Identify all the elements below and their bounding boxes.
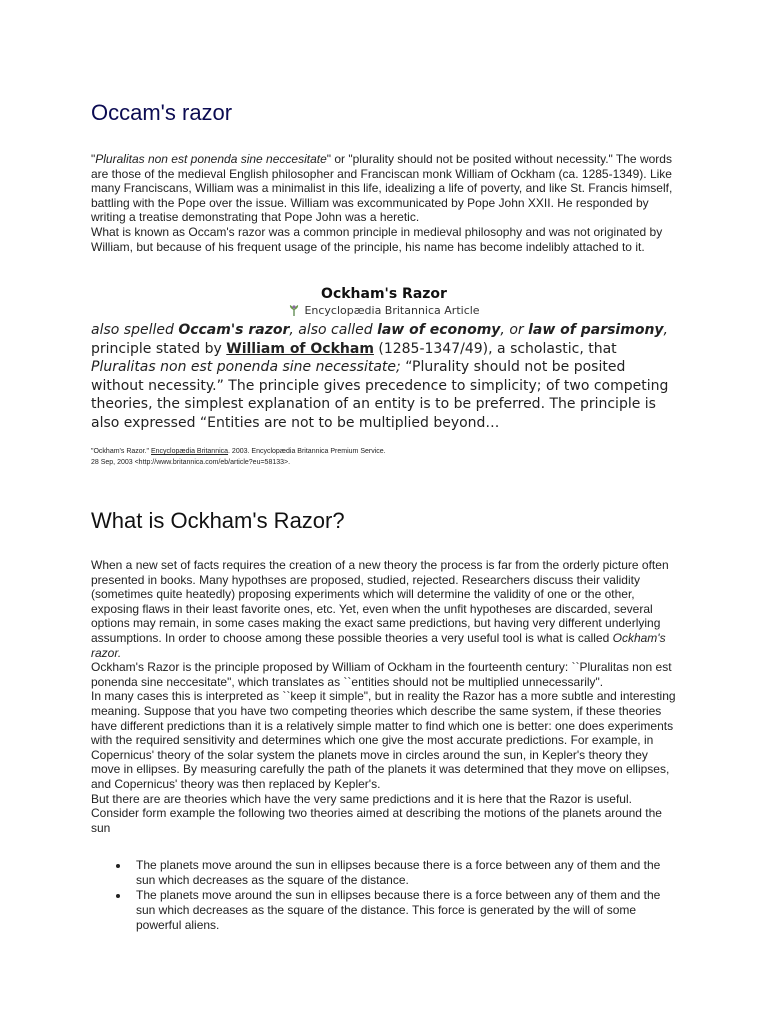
article-text: also spelled: [91, 322, 179, 338]
body-italic: Ockham's razor.: [91, 630, 666, 660]
list-item: [91, 888, 677, 933]
britannica-source: [91, 304, 677, 317]
list-item: [91, 858, 677, 888]
body-paragraph-2: Ockham's Razor is the principle proposed by William of Ockham in the fourteenth century: ``Pluralitas non est ponenda sine neccesitate", which translates as ``entities should not be multiplied unnecessarily".: [91, 660, 672, 689]
britannica-article: [91, 321, 681, 433]
britannica-source-label: Encyclopædia Britannica Article: [304, 304, 480, 317]
william-of-ockham-link[interactable]: William of Ockham: [226, 340, 374, 357]
body-paragraph-3: In many cases this is interpreted as ``keep it simple", but in reality the Razor has a more subtle and interesting meaning. Suppose that you have two competing theories which describe the same system, if these theories have different predictions than it is a relatively simple matter to find which one is better: one does experiments with the required sensitivity and determines which one give the most accurate predictions. For example, in Copernicus' theory of the solar system the planets move in circles around the sun, in Kepler's theory they move in ellipses. By measuring carefully the path of the planets it was determined that they move on ellipses, and Copernicus' theory was then replaced by Kepler's.: [91, 689, 676, 791]
citation: [91, 446, 651, 468]
list-item-text: The planets move around the sun in ellipses because there is a force between any of them and the sun which decreases as the square of the distance.: [136, 858, 661, 887]
bullet-icon: [116, 864, 120, 868]
theory-list: [91, 858, 677, 933]
article-text: , also called: [289, 322, 378, 338]
citation-text: . 2003. Encyclopædia Britannica Premium Service.: [228, 448, 386, 455]
body-paragraph-1: [91, 558, 677, 660]
article-text: “Plurality should not be posited without necessity.” The principle gives precedence to simplicity; of two competing theories, the simplest explanation of an entity is to be preferred. The principle is also expressed “Entities are not to be multiplied beyond…: [91, 359, 669, 431]
list-item-text: The planets move around the sun in ellipses because there is a force between any of them and the sun which decreases as the square of the distance. This force is generated by the will of some powerful aliens.: [136, 888, 661, 932]
term-law-of-parsimony: law of parsimony: [528, 322, 664, 338]
latin-quote: Pluralitas non est ponenda sine neccesitate: [95, 152, 327, 166]
thistle-icon: [288, 304, 300, 316]
latin-phrase: Pluralitas non est ponenda sine necessitate;: [91, 359, 401, 376]
bullet-icon: [116, 894, 120, 898]
citation-url: 28 Sep, 2003 <http://www.britannica.com/eb/article?eu=58133>.: [91, 459, 291, 466]
intro-section: [91, 152, 677, 254]
intro-text: " or "plurality should not be posited without necessity." The words are those of the medieval English philosopher and Franciscan monk William of Ockham (ca. 1285-1349). Like many Franciscans, William was a minimalist in this life, idealizing a life of poverty, and like St. Francis himself, battling with the Pope over the issue. William was excommunicated by Pope John XXII. He responded by writing a treatise demonstrating that Pope John was a heretic.: [91, 152, 673, 225]
intro-paragraph-2: What is known as Occam's razor was a common principle in medieval philosophy and was not originated by William, but because of his frequent usage of the principle, his name has become indelibly attached to it.: [91, 224, 663, 254]
section-title: What is Ockham's Razor?: [91, 508, 345, 533]
term-occams-razor: Occam's razor: [178, 322, 290, 338]
citation-text: "Ockham's Razor.": [91, 448, 151, 455]
article-text: (1285-1347/49), a scholastic, that: [373, 340, 617, 357]
body-paragraph-4: But there are are theories which have the very same predictions and it is here that the Razor is useful. Consider form example the following two theories aimed at describing the motions of the planets around the sun: [91, 791, 662, 835]
body-text: When a new set of facts requires the creation of a new theory the process is far from the orderly picture often presented in books. Many hypothses are proposed, studied, rejected. Researchers discuss their validity (sometimes quite heatedly) proposing experiments which will determine the validity of one or the other, exposing flaws in their least favorite ones, etc. Yet, even when the unfit hypotheses are discarded, several options may remain, in some cases making the exact same predictions, but having very different underlying assumptions. In order to choose among these possible theories a very useful tool is what is called: [91, 558, 669, 645]
article-text: ,: [663, 322, 668, 338]
citation-source: Encyclopædia Britannica: [151, 448, 229, 455]
article-text: , or: [500, 322, 529, 338]
page-title: Occam's razor: [91, 100, 233, 125]
article-text: principle stated by: [91, 340, 227, 357]
term-law-of-economy: law of economy: [377, 322, 501, 338]
britannica-heading: Ockham's Razor: [321, 286, 447, 302]
intro-paragraph-1: "Pluralitas non est ponenda sine neccesitate" or "plurality should not be posited without necessity." The words are those of the medieval English philosopher and Franciscan monk William of Ockham (ca. 1285-1349). Like many Franciscans, William was a minimalist in this life, idealizing a life of poverty, and like St. Francis himself, battling with the Pope over the issue. William was excommunicated by Pope John XXII. He responded by writing a treatise demonstrating that Pope John was a heretic.: [91, 152, 673, 225]
section-body: [91, 558, 677, 835]
